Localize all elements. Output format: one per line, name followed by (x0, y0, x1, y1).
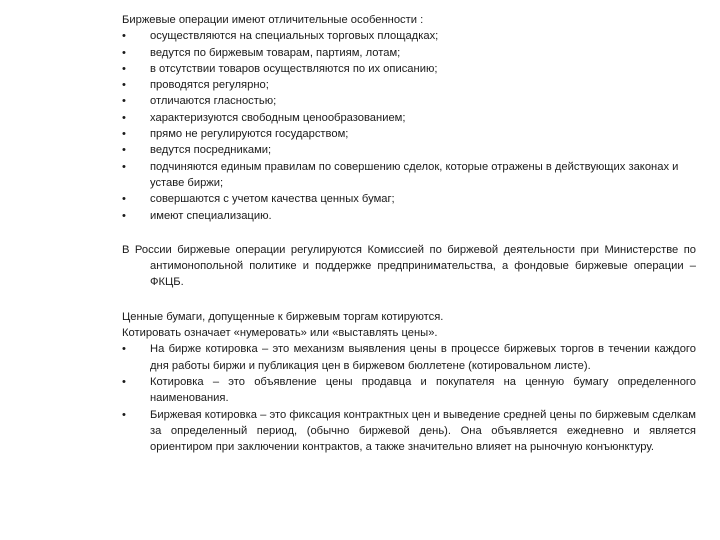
quotation-section (122, 309, 696, 456)
features-heading: Биржевые операции имеют отличительные особенности : (122, 14, 424, 26)
list-item: • совершаются с учетом качества ценных бумаг; (122, 191, 696, 207)
document-body (122, 12, 696, 455)
regulation-paragraph: В России биржевые операции регулируются Комиссией по биржевой деятельности при Министерстве по антимонопольной политике и поддержке предпринимательства, а фондовые биржевые операции – ФКЦБ. (122, 243, 696, 289)
list-item: • характеризуются свободным ценообразованием; (122, 110, 696, 126)
list-item: • На бирже котировка – это механизм выявления цены в процессе биржевых торгов в течении каждого дня работы биржи и публикация цен в биржевом бюллетене (котировальном листе). (122, 341, 696, 374)
list-item: • прямо не регулируются государством; (122, 126, 696, 142)
quotation-list (122, 341, 696, 455)
list-item: • осуществляются на специальных торговых площадках; (122, 28, 696, 44)
quotation-definition-line: Котировать означает «нумеровать» или «выставлять цены». (122, 327, 438, 340)
regulation-section (122, 242, 696, 291)
quotation-intro-line: Ценные бумаги, допущенные к биржевым торгам котируются. (122, 310, 444, 323)
features-list (122, 28, 696, 224)
list-item: • подчиняются единым правилам по совершению сделок, которые отражены в действующих законах и уставе биржи; (122, 159, 696, 192)
list-item: • проводятся регулярно; (122, 77, 696, 93)
features-section (122, 12, 696, 224)
list-item: • ведутся по биржевым товарам, партиям, лотам; (122, 45, 696, 61)
list-item: • имеют специализацию. (122, 208, 696, 224)
list-item: • отличаются гласностью; (122, 93, 696, 109)
list-item: • Котировка – это объявление цены продавца и покупателя на ценную бумагу определенного наименования. (122, 374, 696, 407)
list-item: • Биржевая котировка – это фиксация контрактных цен и выведение средней цены по биржевым сделкам за определенный период, (обычно биржевой день). Она объявляется ежедневно и является ориентиром при заключении контрактов, а также значительно влияет на рыночную конъюнктуру. (122, 407, 696, 456)
list-item: • ведутся посредниками; (122, 142, 696, 158)
list-item: • в отсутствии товаров осуществляются по их описанию; (122, 61, 696, 77)
